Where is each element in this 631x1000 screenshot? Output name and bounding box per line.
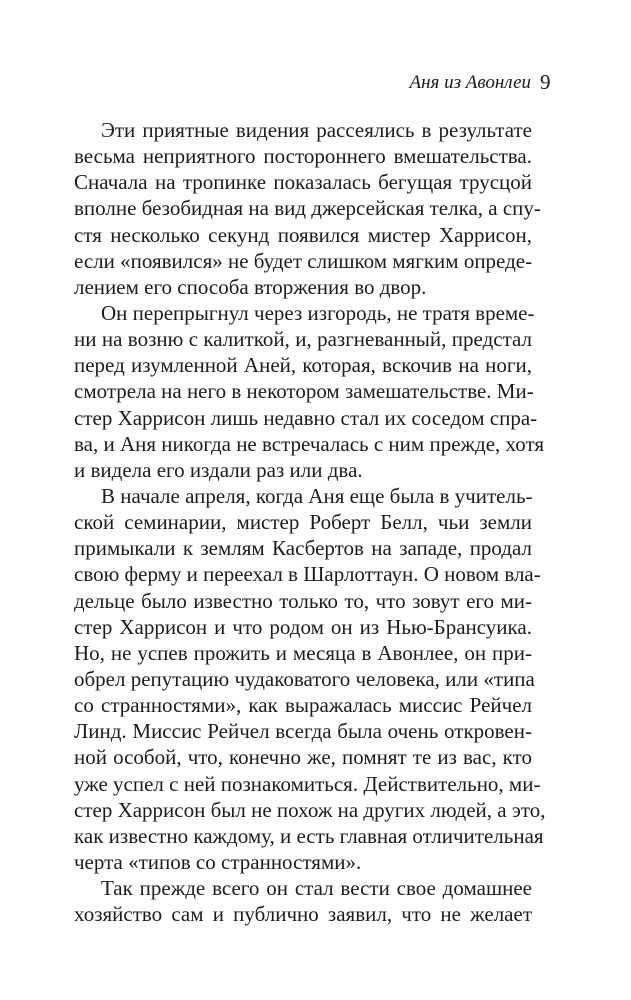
page-number: 9 — [540, 70, 551, 94]
text-line: примыкали к землям Касбертов на западе, продал — [74, 536, 532, 561]
text-line: ва, и Аня никогда не встречалась с ним прежде, хотя — [74, 431, 545, 456]
text-line: В начале апреля, когда Аня еще была в учитель- — [101, 483, 533, 508]
text-line: ской семинарии, мистер Роберт Белл, чьи земли — [74, 510, 532, 535]
text-line: обрел репутацию чудаковатого человека, или «типа — [74, 666, 535, 691]
text-line: Сначала на тропинке показалась бегущая трусцой — [74, 170, 532, 195]
text-line: стер Харрисон лишь недавно стал их соседом спра- — [74, 405, 538, 430]
text-line: Линд. Миссис Рейчел всегда была очень откровен- — [74, 719, 532, 744]
text-line: стер Харрисон и что родом он из Нью-Брансуика. — [74, 614, 532, 639]
text-line: перед изумленной Аней, которая, вскочив на ноги, — [74, 353, 532, 378]
text-line: Он перепрыгнул через изгородь, не тратя време- — [101, 300, 535, 325]
text-line: Но, не успев прожить и месяца в Авонлее, он при- — [74, 640, 532, 665]
text-line: ной особой, что, конечно же, помнят те из вас, кто — [74, 745, 532, 770]
body-text — [74, 117, 546, 927]
text-line: вполне безобидная на вид джерсейская телка, а спу- — [74, 196, 541, 221]
running-head-title: Аня из Авонлеи — [409, 72, 531, 93]
text-line: ни на возню с калиткой, и, разгневанный, предстал — [74, 327, 532, 352]
text-line: смотрела на него в некотором замешательстве. Ми- — [74, 379, 534, 404]
text-line: свою ферму и переехал в Шарлоттаун. О новом вла- — [74, 562, 541, 587]
text-line: стер Харрисон был не похож на других людей, а это, — [74, 797, 546, 822]
text-line: уже успел с ней познакомиться. Действительно, ми- — [74, 771, 541, 796]
text-line: Так прежде всего он стал вести свое домашнее — [101, 876, 532, 901]
text-line: стя несколько секунд появился мистер Харрисон, — [74, 222, 532, 247]
text-line: весьма неприятного постороннего вмешательства. — [74, 144, 532, 169]
text-line: Эти приятные видения рассеялись в результате — [101, 118, 532, 142]
text-line: дельце было известно только то, что зовут его ми- — [74, 588, 532, 613]
text-line: со странностями», как выражалась миссис Рейчел — [74, 693, 532, 718]
text-line: и видела его издали раз или два. — [74, 457, 363, 482]
text-line: как известно каждому, и есть главная отличительная — [74, 823, 544, 848]
text-line: лением его способа вторжения во двор. — [74, 274, 427, 299]
text-line: черта «типов со странностями». — [74, 849, 362, 874]
text-line: если «появился» не будет слишком мягким опреде- — [74, 248, 533, 273]
text-line: хозяйство сам и публично заявил, что не желает — [74, 902, 532, 927]
